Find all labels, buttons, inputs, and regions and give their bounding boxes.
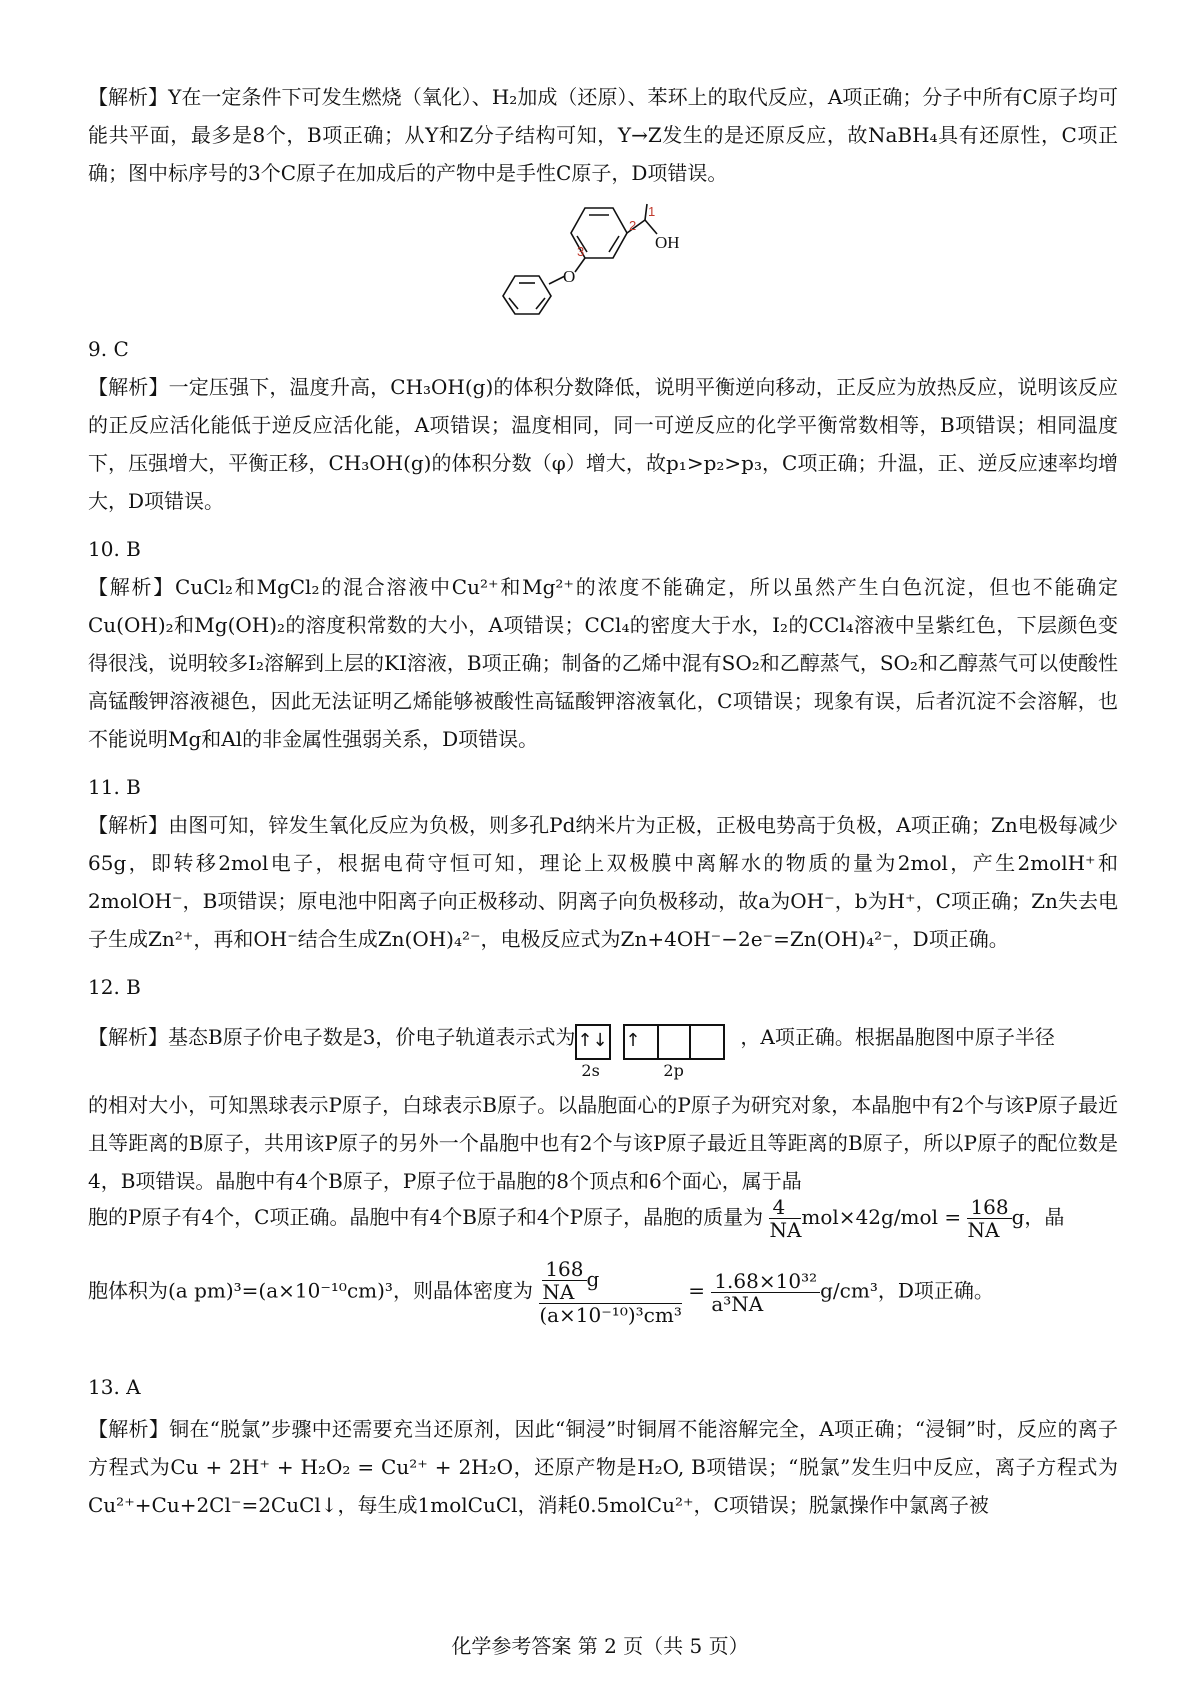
orbital-label-2p: 2p [663, 1060, 684, 1080]
q9-analysis: 【解析】一定压强下，温度升高，CH₃OH(g)的体积分数降低，说明平衡逆向移动，正反应为放热反应，说明该反应的正反应活化能低于逆反应活化能，A项错误；温度相同，同一可逆反应的化学平衡常数相等，B项错误；相同温度下，压强增大，平衡正移，CH₃OH(g)的体积分数（φ）增大，故p₁>p₂>p₃，C项正确；升温，正、逆反应速率均增大，D项错误。 [88, 375, 1118, 513]
orbital-diagram [575, 1024, 740, 1080]
q10-answer: 10. B [88, 537, 141, 561]
orbital-2s-box: ↑↓ [575, 1024, 611, 1060]
mol-label-oh: OH [655, 233, 680, 252]
mol-label-3: 3 [577, 244, 585, 259]
molecule-structure [495, 196, 705, 316]
q11-answer: 11. B [88, 775, 141, 799]
page-footer: 化学参考答案 第 2 页（共 5 页） [451, 1634, 749, 1658]
q12-vol-b: g/cm³，D项正确。 [820, 1278, 994, 1303]
mass-mid: mol×42g/mol = [801, 1205, 962, 1229]
q9-answer: 9. C [88, 337, 129, 361]
q12-vol-a: 胞体积为(a pm)³=(a×10⁻¹⁰cm)³，则晶体密度为 [88, 1278, 533, 1303]
orbital-2p-box2 [657, 1024, 691, 1060]
q13-answer: 13. A [88, 1375, 141, 1399]
q12-mass-a: 胞的P原子有4个，C项正确。晶胞中有4个B原子和4个P原子，晶胞的质量为 [88, 1205, 764, 1229]
orbital-label-2s: 2s [581, 1060, 600, 1080]
q10-analysis: 【解析】CuCl₂和MgCl₂的混合溶液中Cu²⁺和Mg²⁺的浓度不能确定，所以虽然产生白色沉淀，但也不能确定Cu(OH)₂和Mg(OH)₂的溶度积常数的大小，A项错误；CCl₄的密度大于水，I₂的CCl₄溶液中呈紫红色，下层颜色变得很浅，说明较多I₂溶解到上层的KI溶液，B项正确；制备的乙烯中混有SO₂和乙醇蒸气，SO₂和乙醇蒸气可以使酸性高锰酸钾溶液褪色，因此无法证明乙烯能够被酸性高锰酸钾溶液氧化，C项错误；现象有误，后者沉淀不会溶解，也不能说明Mg和Al的非金属性强弱关系，D项错误。 [88, 575, 1118, 751]
q12-answer: 12. B [88, 975, 141, 999]
mass-fraction-2: $\frac{168}{NA}$ [967, 1196, 1011, 1241]
q13-analysis: 【解析】铜在“脱氯”步骤中还需要充当还原剂，因此“铜浸”时铜屑不能溶解完全，A项正确；“浸铜”时，反应的离子方程式为Cu + 2H⁺ + H₂O₂ = Cu²⁺ + 2H₂O，还原产物是H₂O, B项错误；“脱氯”发生归中反应，离子方程式为Cu²⁺+Cu+2Cl⁻=2CuCl↓，每生成1molCuCl，消耗0.5molCu²⁺，C项错误；脱氯操作中氯离子被 [88, 1417, 1118, 1517]
orbital-2p-box3 [691, 1024, 725, 1060]
q12-para2: 的相对大小，可知黑球表示P原子，白球表示B原子。以晶胞面心的P原子为研究对象，本晶胞中有2个与该P原子最近且等距离的B原子，共用该P原子的另外一个晶胞中也有2个与该P原子最近且等距离的B原子，所以P原子的配位数是4，B项错误。晶胞中有4个B原子，P原子位于晶胞的8个顶点和6个面心，属于晶 [88, 1093, 1118, 1193]
q12-line1 [88, 1018, 1118, 1080]
q8-analysis: 【解析】Y在一定条件下可发生燃烧（氧化）、H₂加成（还原）、苯环上的取代反应，A项正确；分子中所有C原子均可能共平面，最多是8个，B项正确；从Y和Z分子结构可知，Y→Z发生的是还原反应，故NaBH₄具有还原性，C项正确；图中标序号的3个C原子在加成后的产物中是手性C原子，D项错误。 [88, 85, 1118, 185]
mol-label-1: 1 [648, 204, 656, 219]
q12-line1-a: 【解析】基态B原子价电子数是3，价电子轨道表示式为 [88, 1025, 576, 1049]
q11-analysis: 【解析】由图可知，锌发生氧化反应为负极，则多孔Pd纳米片为正极，正极电势高于负极，A项正确；Zn电极每减少65g，即转移2mol电子，根据电荷守恒可知，理论上双极膜中离解水的物质的量为2mol，产生2molH⁺和2molOH⁻，B项错误；原电池中阳离子向正极移动、阴离子向负极移动，故a为OH⁻，b为H⁺，C项正确；Zn失去电子生成Zn²⁺，再和OH⁻结合生成Zn(OH)₄²⁻，电极反应式为Zn+4OH⁻−2e⁻=Zn(OH)₄²⁻，D项正确。 [88, 813, 1118, 951]
q12-density-line [88, 1258, 1118, 1326]
density-eq: = [688, 1278, 705, 1303]
orbital-2p-box1: ↑ [623, 1024, 659, 1060]
q12-mass-line [88, 1196, 1118, 1241]
density-fraction: $\frac{168}{NA}$ g (a×10⁻¹⁰)³cm³ [539, 1257, 682, 1327]
density-result: $\frac{\text{1.68×10³²}}{\text{a³NA}}$ [711, 1270, 820, 1315]
mol-label-o: O [563, 267, 576, 286]
mass-fraction-1: $\frac{4}{NA}$ [769, 1195, 802, 1242]
q12-mass-b: g，晶 [1011, 1205, 1065, 1229]
q12-line1-b: ，A项正确。根据晶胞图中原子半径 [740, 1025, 1055, 1049]
mol-label-2: 2 [629, 218, 637, 233]
